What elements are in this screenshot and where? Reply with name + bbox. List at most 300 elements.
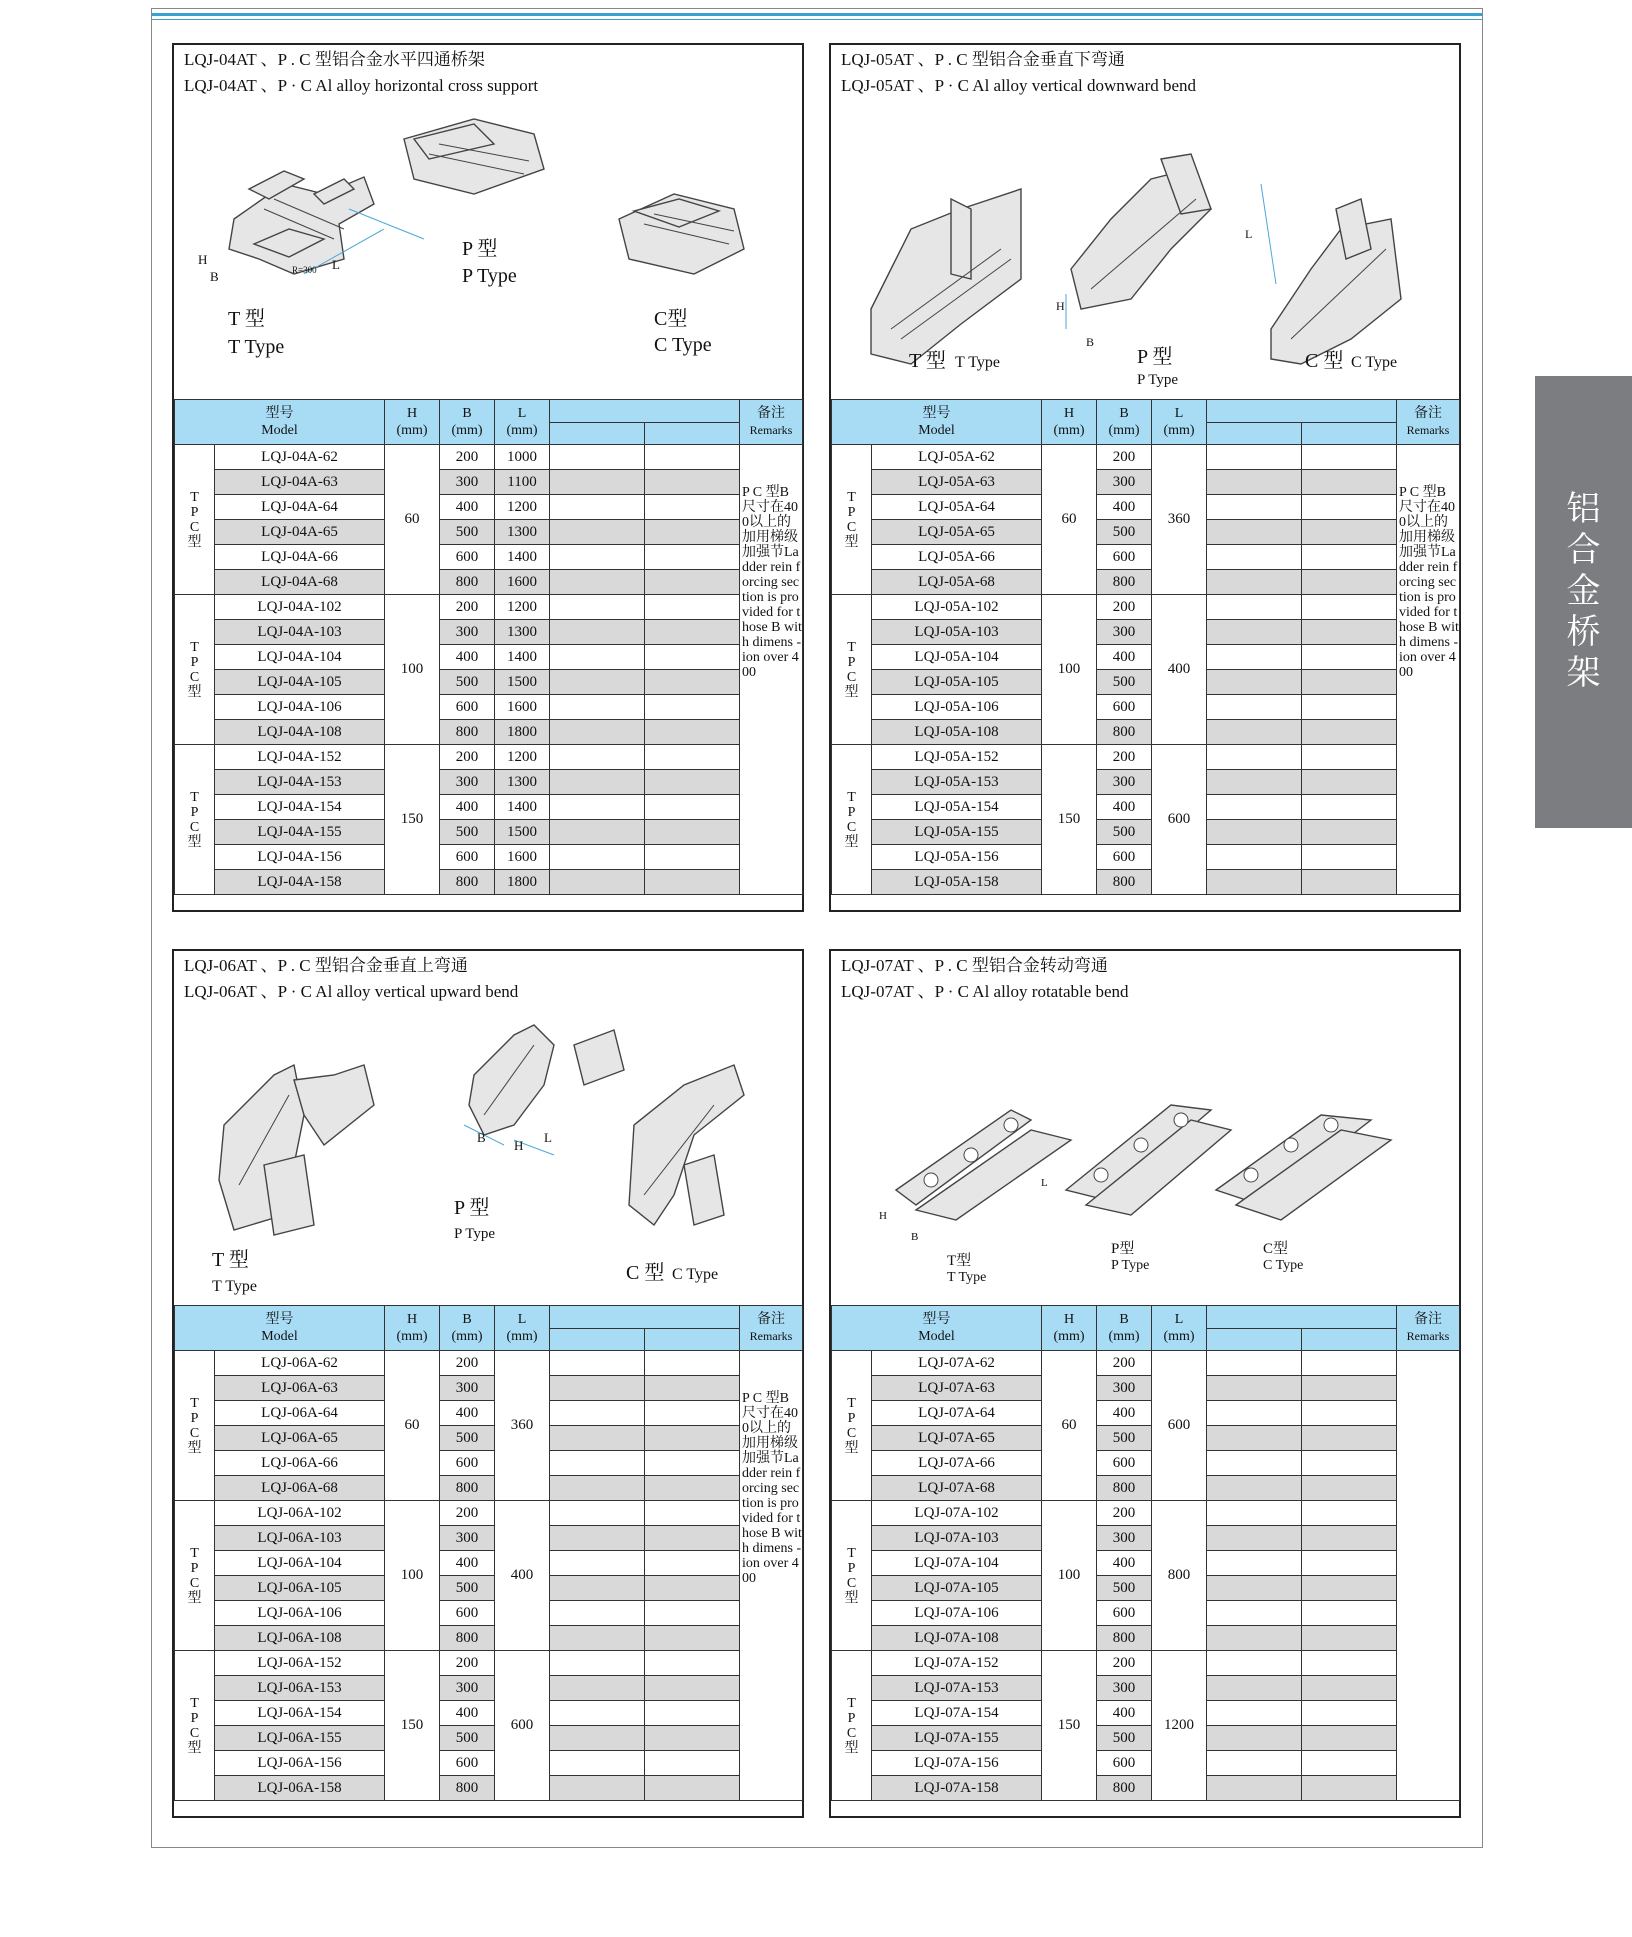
spec-table [831, 399, 1460, 895]
blank-cell [645, 1376, 740, 1401]
model-cell: LQJ-04A-152 [215, 745, 385, 770]
b-cell: 200 [1097, 595, 1152, 620]
b-cell: 300 [1097, 1676, 1152, 1701]
b-cell: 600 [1097, 845, 1152, 870]
table-row [175, 1451, 803, 1476]
type-letters [175, 1501, 215, 1651]
model-cell: LQJ-04A-156 [215, 845, 385, 870]
side-tab-char: 桥 [1566, 612, 1601, 652]
blank-cell [645, 1726, 740, 1751]
table-row [175, 1751, 803, 1776]
header-l-label: L [517, 1312, 527, 1327]
model-cell: LQJ-05A-105 [872, 670, 1042, 695]
blank-cell [1302, 695, 1397, 720]
t-type-en: T Type [228, 336, 285, 358]
table-row [832, 1626, 1460, 1651]
table-row [832, 1401, 1460, 1426]
b-cell: 400 [440, 1401, 495, 1426]
header-remarks [1397, 1306, 1460, 1351]
header-unit: (mm) [1108, 423, 1140, 438]
header-b [440, 1306, 495, 1351]
table-row [175, 1676, 803, 1701]
b-cell: 600 [440, 845, 495, 870]
header-b-label: B [1119, 406, 1129, 421]
b-cell: 300 [1097, 770, 1152, 795]
blank-cell [550, 595, 645, 620]
header-b-label: B [462, 406, 472, 421]
blank-cell [645, 1476, 740, 1501]
blank-cell [550, 570, 645, 595]
p-type-cn: P型 [1111, 1241, 1135, 1257]
l-cell: 1200 [495, 595, 550, 620]
table-row [175, 1426, 803, 1451]
remarks-text: P C 型B尺寸在400以上的加用梯级加强节Ladder rein forcing section is provided for those B with dimens -ion over 400 [742, 1391, 802, 1586]
header-b [440, 400, 495, 445]
c-type-en: C Type [1263, 1258, 1304, 1273]
model-cell: LQJ-07A-64 [872, 1401, 1042, 1426]
model-cell: LQJ-06A-106 [215, 1601, 385, 1626]
b-cell: 500 [440, 1576, 495, 1601]
header-l [495, 1306, 550, 1351]
blank-cell [1207, 1626, 1302, 1651]
blank-cell [1207, 870, 1302, 895]
table-row [175, 1526, 803, 1551]
b-cell: 300 [440, 1376, 495, 1401]
l-cell: 1400 [495, 645, 550, 670]
model-cell: LQJ-07A-156 [872, 1751, 1042, 1776]
l-cell: 1200 [1152, 1651, 1207, 1801]
model-cell: LQJ-04A-153 [215, 770, 385, 795]
side-category-tab [1535, 376, 1632, 828]
blank-cell [1302, 845, 1397, 870]
header-remarks-en: Remarks [749, 423, 793, 437]
blank-cell [645, 1651, 740, 1676]
h-cell: 60 [385, 1351, 440, 1501]
header-l [1152, 1306, 1207, 1351]
blank-cell [1302, 570, 1397, 595]
header-model-en: Model [918, 423, 955, 438]
l-cell: 1400 [495, 795, 550, 820]
table-row [175, 695, 803, 720]
t-type-cn: T 型 [909, 350, 946, 372]
model-cell: LQJ-04A-154 [215, 795, 385, 820]
table-row [832, 1576, 1460, 1601]
type-letter: 型 [187, 1590, 202, 1606]
blank-cell [645, 1526, 740, 1551]
h-cell: 150 [1042, 745, 1097, 895]
blank-cell [550, 1451, 645, 1476]
b-cell: 500 [1097, 670, 1152, 695]
blank-cell [1207, 1351, 1302, 1376]
table-row [832, 820, 1460, 845]
table-row [832, 620, 1460, 645]
table-row [175, 845, 803, 870]
blank-cell [1302, 520, 1397, 545]
remarks-cell [740, 1351, 803, 1801]
type-letter: T [847, 489, 856, 505]
b-cell: 400 [440, 645, 495, 670]
blank-cell [1302, 495, 1397, 520]
table-row [175, 520, 803, 545]
p-type-en: P Type [462, 265, 517, 287]
blank-cell [645, 520, 740, 545]
model-cell: LQJ-04A-66 [215, 545, 385, 570]
model-cell: LQJ-04A-158 [215, 870, 385, 895]
header-l [495, 400, 550, 445]
blank-cell [550, 795, 645, 820]
type-letter: P [190, 654, 199, 670]
type-letter: T [190, 489, 199, 505]
b-cell: 300 [440, 470, 495, 495]
model-cell: LQJ-06A-102 [215, 1501, 385, 1526]
model-cell: LQJ-06A-153 [215, 1676, 385, 1701]
title-cn: LQJ-07AT 、P . C 型铝合金转动弯通 [841, 956, 1108, 975]
blank-cell [1207, 545, 1302, 570]
l-cell: 600 [1152, 1351, 1207, 1501]
blank-cell [645, 1401, 740, 1426]
blank-cell [1207, 1476, 1302, 1501]
b-cell: 800 [1097, 1626, 1152, 1651]
b-cell: 200 [1097, 1501, 1152, 1526]
table-row [832, 645, 1460, 670]
table-row [832, 770, 1460, 795]
blank-cell [1207, 1651, 1302, 1676]
model-cell: LQJ-04A-106 [215, 695, 385, 720]
model-cell: LQJ-05A-108 [872, 720, 1042, 745]
c-type-en: C Type [672, 1266, 719, 1283]
blank-cell [645, 1601, 740, 1626]
spec-table [831, 1305, 1460, 1801]
blank-cell [550, 845, 645, 870]
b-cell: 800 [440, 720, 495, 745]
header-blank [550, 1306, 740, 1329]
model-cell: LQJ-07A-155 [872, 1726, 1042, 1751]
blank-cell [645, 1351, 740, 1376]
p-type-cn: P 型 [454, 1197, 490, 1219]
panel-heading [184, 953, 518, 1005]
table-row [832, 570, 1460, 595]
header-blank [1207, 1328, 1302, 1351]
blank-cell [550, 445, 645, 470]
b-cell: 500 [1097, 1576, 1152, 1601]
l-cell: 1300 [495, 620, 550, 645]
model-cell: LQJ-07A-102 [872, 1501, 1042, 1526]
blank-cell [1302, 645, 1397, 670]
t-type-cn: T 型 [228, 308, 265, 330]
b-cell: 200 [1097, 445, 1152, 470]
blank-cell [645, 820, 740, 845]
type-letters [175, 445, 215, 595]
table-row [175, 645, 803, 670]
model-cell: LQJ-04A-108 [215, 720, 385, 745]
b-cell: 300 [440, 770, 495, 795]
table-header-row [175, 400, 803, 423]
model-cell: LQJ-05A-63 [872, 470, 1042, 495]
b-cell: 500 [440, 670, 495, 695]
l-cell: 400 [495, 1501, 550, 1651]
model-cell: LQJ-06A-155 [215, 1726, 385, 1751]
table-row [832, 1751, 1460, 1776]
model-cell: LQJ-07A-153 [872, 1676, 1042, 1701]
header-unit: (mm) [396, 423, 428, 438]
b-cell: 600 [440, 545, 495, 570]
blank-cell [550, 470, 645, 495]
blank-cell [645, 695, 740, 720]
table-row [832, 545, 1460, 570]
dim-l: L [1245, 227, 1253, 241]
type-letter: 型 [844, 534, 859, 550]
dim-l: L [544, 1130, 552, 1145]
blank-cell [645, 1501, 740, 1526]
b-cell: 300 [440, 620, 495, 645]
b-cell: 800 [1097, 1776, 1152, 1801]
table-row [832, 1476, 1460, 1501]
blank-cell [1302, 1601, 1397, 1626]
table-row [832, 1426, 1460, 1451]
b-cell: 400 [1097, 1551, 1152, 1576]
blank-cell [550, 1501, 645, 1526]
blank-cell [550, 870, 645, 895]
table-row [175, 570, 803, 595]
header-model [175, 1306, 385, 1351]
b-cell: 300 [440, 1526, 495, 1551]
panel-heading [841, 953, 1129, 1005]
blank-cell [1302, 1676, 1397, 1701]
type-letter: T [190, 789, 199, 805]
header-h [385, 400, 440, 445]
table-row [832, 1676, 1460, 1701]
type-letter: P [190, 504, 199, 520]
header-remarks-en: Remarks [1406, 1329, 1450, 1343]
blank-cell [1207, 595, 1302, 620]
title-en: LQJ-05AT 、P · C Al alloy vertical downward bend [841, 76, 1197, 95]
type-letter: P [190, 1710, 199, 1726]
p-type-en: P Type [1137, 372, 1179, 388]
b-cell: 800 [1097, 720, 1152, 745]
model-cell: LQJ-06A-64 [215, 1401, 385, 1426]
blank-cell [645, 570, 740, 595]
blank-cell [1302, 470, 1397, 495]
blank-cell [645, 1751, 740, 1776]
header-unit: (mm) [1053, 1329, 1085, 1344]
l-cell: 360 [1152, 445, 1207, 595]
b-cell: 600 [1097, 545, 1152, 570]
model-cell: LQJ-05A-158 [872, 870, 1042, 895]
model-cell: LQJ-04A-103 [215, 620, 385, 645]
header-l [1152, 400, 1207, 445]
blank-cell [550, 1676, 645, 1701]
model-cell: LQJ-05A-65 [872, 520, 1042, 545]
table-row [175, 1476, 803, 1501]
table-row [175, 1351, 803, 1376]
model-cell: LQJ-05A-154 [872, 795, 1042, 820]
blank-cell [1302, 1751, 1397, 1776]
blank-cell [1302, 1626, 1397, 1651]
header-blank [550, 422, 645, 445]
table-row [175, 670, 803, 695]
b-cell: 200 [440, 1351, 495, 1376]
type-letter: P [847, 1560, 856, 1576]
type-letters [832, 745, 872, 895]
blank-cell [1302, 1576, 1397, 1601]
b-cell: 800 [440, 1626, 495, 1651]
table-row [175, 770, 803, 795]
header-blank [550, 400, 740, 423]
l-cell: 1300 [495, 520, 550, 545]
type-letter: P [847, 1410, 856, 1426]
blank-cell [1302, 1376, 1397, 1401]
blank-cell [550, 820, 645, 845]
b-cell: 500 [440, 1726, 495, 1751]
table-row [832, 1726, 1460, 1751]
b-cell: 600 [440, 695, 495, 720]
l-cell: 400 [1152, 595, 1207, 745]
model-cell: LQJ-07A-154 [872, 1701, 1042, 1726]
type-letters [175, 745, 215, 895]
blank-cell [550, 745, 645, 770]
blank-cell [550, 1651, 645, 1676]
remarks-cell [740, 445, 803, 895]
header-unit: (mm) [506, 423, 538, 438]
header-remarks-cn: 备注 [1414, 406, 1442, 421]
type-letter: 型 [844, 1740, 859, 1756]
blank-cell [645, 1426, 740, 1451]
h-cell: 150 [385, 1651, 440, 1801]
header-b [1097, 400, 1152, 445]
type-letter: T [190, 639, 199, 655]
header-model-en: Model [261, 1329, 298, 1344]
b-cell: 800 [1097, 570, 1152, 595]
blank-cell [550, 620, 645, 645]
blank-cell [1207, 470, 1302, 495]
table-row [832, 745, 1460, 770]
model-cell: LQJ-04A-63 [215, 470, 385, 495]
blank-cell [550, 1776, 645, 1801]
blank-cell [645, 1701, 740, 1726]
header-l-label: L [517, 406, 527, 421]
b-cell: 200 [1097, 1651, 1152, 1676]
b-cell: 200 [1097, 1351, 1152, 1376]
b-cell: 400 [440, 1701, 495, 1726]
header-unit: (mm) [1053, 423, 1085, 438]
blank-cell [645, 1626, 740, 1651]
model-cell: LQJ-06A-63 [215, 1376, 385, 1401]
blank-cell [1302, 745, 1397, 770]
model-cell: LQJ-04A-155 [215, 820, 385, 845]
blank-cell [550, 720, 645, 745]
header-model [832, 400, 1042, 445]
model-cell: LQJ-04A-102 [215, 595, 385, 620]
model-cell: LQJ-04A-65 [215, 520, 385, 545]
type-letter: T [847, 639, 856, 655]
b-cell: 500 [1097, 1726, 1152, 1751]
table-row [175, 1776, 803, 1801]
top-rule [152, 13, 1482, 16]
blank-cell [550, 1726, 645, 1751]
type-letter: C [846, 669, 857, 685]
model-cell: LQJ-07A-158 [872, 1776, 1042, 1801]
header-blank [645, 1328, 740, 1351]
h-cell: 150 [385, 745, 440, 895]
t-type-en: T Type [947, 1270, 987, 1285]
header-b-label: B [1119, 1312, 1129, 1327]
p-type-en: P Type [1111, 1258, 1150, 1273]
blank-cell [550, 1601, 645, 1626]
t-type-en: T Type [212, 1278, 257, 1295]
model-cell: LQJ-07A-68 [872, 1476, 1042, 1501]
dim-b: B [911, 1231, 919, 1243]
table-row [832, 1351, 1460, 1376]
side-tab-char: 架 [1566, 653, 1601, 693]
model-cell: LQJ-07A-152 [872, 1651, 1042, 1676]
b-cell: 500 [440, 820, 495, 845]
table-row [175, 1651, 803, 1676]
model-cell: LQJ-05A-62 [872, 445, 1042, 470]
b-cell: 500 [1097, 820, 1152, 845]
l-cell: 600 [1152, 745, 1207, 895]
blank-cell [645, 595, 740, 620]
remarks-text: P C 型B尺寸在400以上的加用梯级加强节Ladder rein forcing section is provided for those B with dimens -ion over 400 [1399, 485, 1459, 680]
header-b-label: B [462, 1312, 472, 1327]
header-unit: (mm) [451, 1329, 483, 1344]
dim-b: B [210, 269, 219, 284]
b-cell: 500 [440, 520, 495, 545]
blank-cell [550, 1576, 645, 1601]
blank-cell [1302, 795, 1397, 820]
type-letter: P [190, 1560, 199, 1576]
blank-cell [1207, 820, 1302, 845]
type-letter: T [190, 1695, 199, 1711]
blank-cell [1207, 645, 1302, 670]
table-row [832, 870, 1460, 895]
b-cell: 500 [440, 1426, 495, 1451]
header-blank [1207, 422, 1302, 445]
model-cell: LQJ-06A-103 [215, 1526, 385, 1551]
model-cell: LQJ-06A-68 [215, 1476, 385, 1501]
type-letter: P [847, 1710, 856, 1726]
blank-cell [1302, 1726, 1397, 1751]
type-letter: P [190, 1410, 199, 1426]
h-cell: 100 [385, 595, 440, 745]
blank-cell [1207, 1701, 1302, 1726]
h-cell: 100 [385, 1501, 440, 1651]
blank-cell [645, 745, 740, 770]
type-letters [175, 595, 215, 745]
table-row [832, 445, 1460, 470]
blank-cell [550, 695, 645, 720]
model-cell: LQJ-05A-106 [872, 695, 1042, 720]
model-cell: LQJ-04A-68 [215, 570, 385, 595]
product-illustration [831, 1005, 1459, 1305]
b-cell: 400 [1097, 795, 1152, 820]
table-row [175, 720, 803, 745]
l-cell: 1500 [495, 820, 550, 845]
b-cell: 200 [440, 745, 495, 770]
table-row [832, 1701, 1460, 1726]
b-cell: 400 [440, 1551, 495, 1576]
model-cell: LQJ-06A-158 [215, 1776, 385, 1801]
blank-cell [1207, 1576, 1302, 1601]
title-cn: LQJ-06AT 、P . C 型铝合金垂直上弯通 [184, 956, 468, 975]
type-letter: 型 [187, 684, 202, 700]
table-row [832, 1451, 1460, 1476]
table-row [175, 545, 803, 570]
b-cell: 600 [1097, 1451, 1152, 1476]
table-row [175, 820, 803, 845]
type-letter: C [189, 819, 200, 835]
dim-l: L [1041, 1177, 1048, 1189]
blank-cell [1207, 720, 1302, 745]
